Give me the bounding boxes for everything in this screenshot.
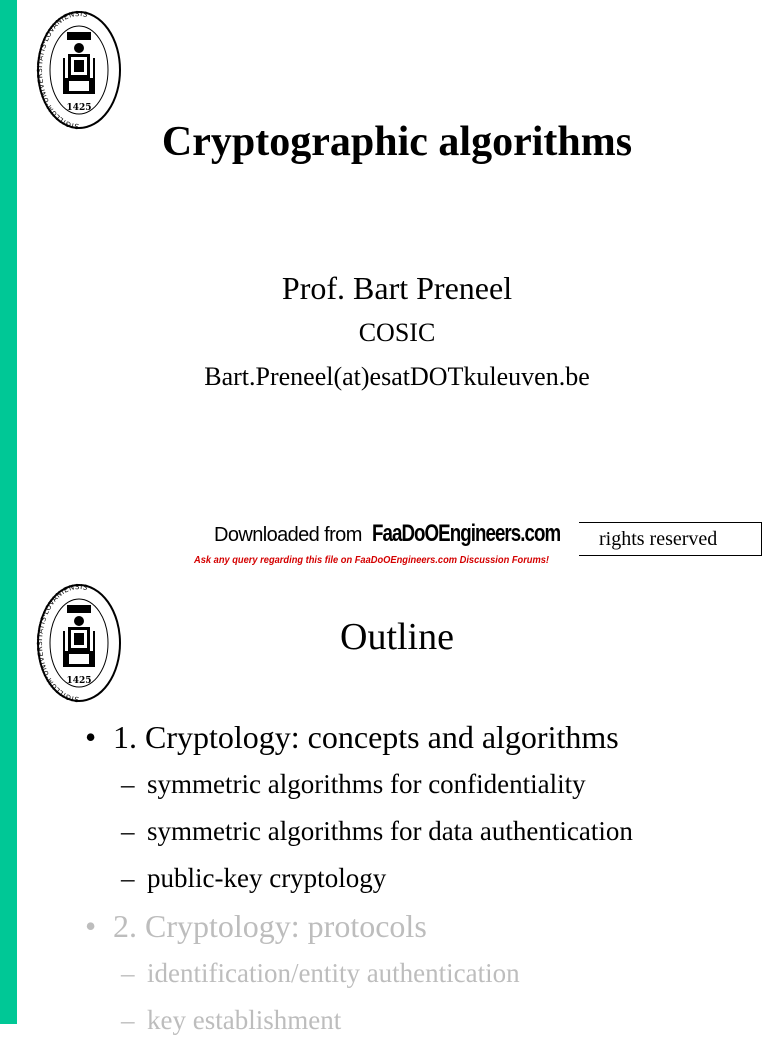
copyright-text: rights reserved [599,528,718,550]
presenter-name: Prof. Bart Preneel [281,270,513,306]
slide-title: Cryptographic algorithms [161,119,633,165]
list-item [17,713,757,761]
bullet-marker: • [85,719,97,755]
list-item-text: 2. Cryptology: protocols [113,908,427,944]
bullet-marker: • [85,908,97,944]
dash-marker: – [121,863,135,893]
copyright-box [572,522,762,556]
banner-prefix: Downloaded from [214,524,362,546]
outline-slide [17,575,768,1035]
slide-title: Outline [340,616,454,658]
list-item-text: symmetric algorithms for data authentication [147,816,633,846]
seal-ring-text: SIGILLUM·UNIVERSITATIS·LOVANIENSIS [36,9,89,131]
list-item-text: public-key cryptology [147,863,387,893]
seal-year: 1425 [66,103,92,113]
outline-list [17,713,757,1044]
list-item [17,808,757,855]
list-item-text: symmetric algorithms for confidentiality [147,769,586,799]
list-item-text: identification/entity authentication [147,958,520,988]
presenter-email: Bart.Preneel(at)esatDOTkuleuven.be [204,362,590,391]
title-slide [17,0,768,575]
list-item [17,950,757,997]
seal-year: 1425 [66,676,92,686]
banner-note: Ask any query regarding this file on FaaDoOEngineers.com Discussion Forums! [194,555,550,566]
accent-bar [0,0,17,1024]
list-item-text: 1. Cryptology: concepts and algorithms [113,719,619,755]
list-item-text: key establishment [147,1005,342,1035]
research-group: COSIC [358,318,436,347]
dash-marker: – [121,816,135,846]
banner-site-link[interactable]: FaaDoOEngineers.com [372,520,561,547]
list-item [17,902,757,950]
dash-marker: – [121,1005,135,1035]
download-banner[interactable] [196,520,579,570]
seal-ring-text: SIGILLUM·UNIVERSITATIS·LOVANIENSIS [36,582,89,704]
list-item [17,997,757,1044]
dash-marker: – [121,769,135,799]
dash-marker: – [121,958,135,988]
list-item [17,761,757,808]
list-item [17,855,757,902]
university-seal-icon [34,8,124,132]
